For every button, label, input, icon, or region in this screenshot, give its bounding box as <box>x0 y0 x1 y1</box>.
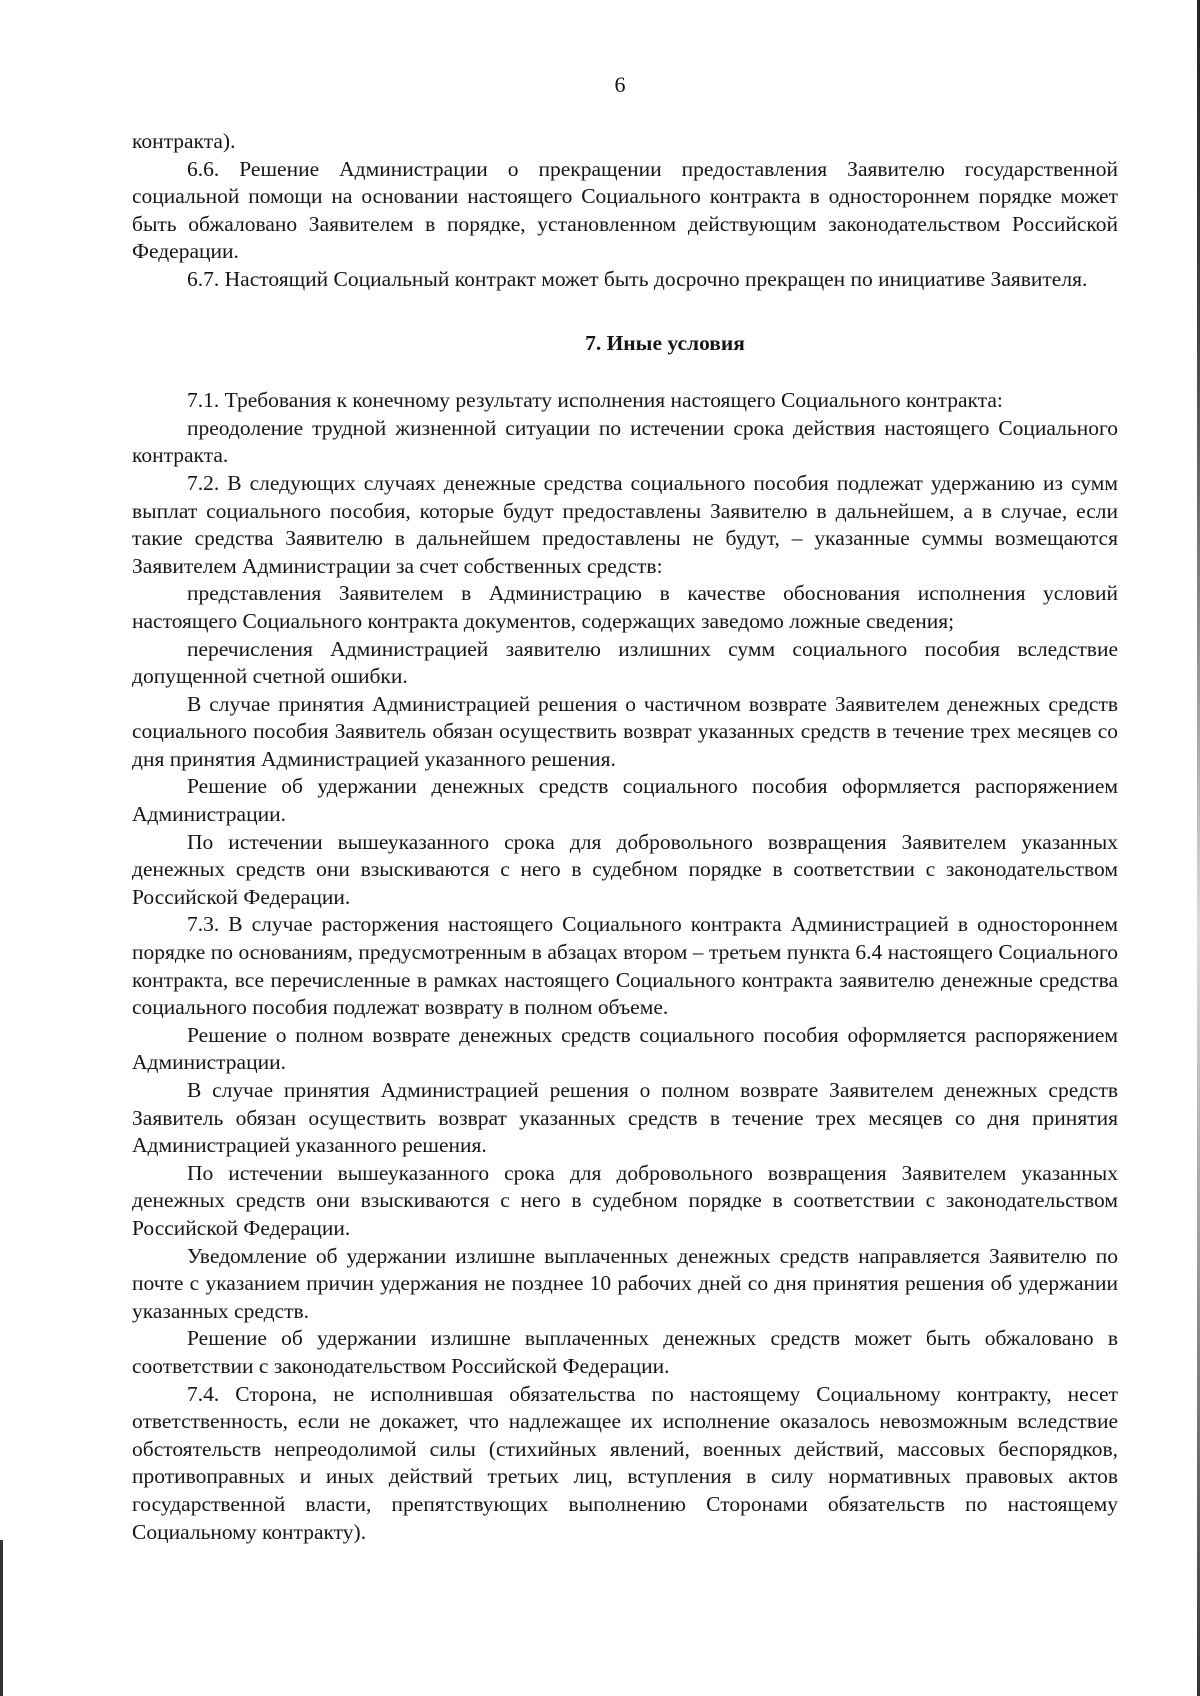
clause-6-7: 6.7. Настоящий Социальный контракт может быть досрочно прекращен по инициативе Заявителя. <box>187 266 1088 291</box>
clause-7-3-appeal: Решение об удержании излишне выплаченных денежных средств может быть обжаловано в соответствии с законодательством Российской Федерации. <box>132 1326 1118 1378</box>
clause-7-2-item-1: представления Заявителем в Администрацию в качестве обоснования исполнения условий настоящего Социального контракта документов, содержащих заведомо ложные сведения; <box>132 581 1118 633</box>
clause-7-3: 7.3. В случае расторжения настоящего Социального контракта Администрацией в одностороннем порядке по основаниям, предусмотренным в абзацах втором – третьем пункта 6.4 настоящего Социального контракта, все перечисленные в рамках настоящего Социального контракта заявителю денежные средства социального пособия подлежат возврату в полном объеме. <box>132 912 1118 1020</box>
paragraph-continuation: контракта). <box>132 129 236 153</box>
clause-7-1: 7.1. Требования к конечному результату исполнения настоящего Социального контракта: <box>187 388 1003 413</box>
clause-7-3-decision: Решение о полном возврате денежных средств социального пособия оформляется распоряжением Администрации. <box>132 1022 1118 1075</box>
clause-7-2-item-2: перечисления Администрацией заявителю излишних сумм социального пособия вследствие допущенной счетной ошибки. <box>132 636 1118 689</box>
clause-6-6: 6.6. Решение Администрации о прекращении предоставления Заявителю государственной социальной помощи на основании настоящего Социального контракта в одностороннем порядке может быть обжаловано Заявителем в порядке, установленном действующим законодательством Российской Федерации. <box>132 156 1118 264</box>
clause-7-2-decision: Решение об удержании денежных средств социального пособия оформляется распоряжением Администрации. <box>132 774 1118 827</box>
page-number: 6 <box>614 72 626 97</box>
clause-7-4: 7.4. Сторона, не исполнившая обязательства по настоящему Социальному контракту, несет ответственность, если не докажет, что надлежащее их исполнение оказалось невозможным вследствие обстоятельств непреодолимой силы (стихийных явлений, военных действий, массовых беспорядков, противоправных и иных действий третьих лиц, вступления в силу нормативных правовых актов государственной власти, препятствующих выполнению Сторонами обязательств по настоящему Социальному контракту). <box>132 1381 1118 1544</box>
scan-edge-left <box>0 1540 3 1696</box>
clause-7-1-text: преодоление трудной жизненной ситуации по истечении срока действия настоящего Социального контракта. <box>132 415 1118 468</box>
clause-7-3-full-return: В случае принятия Администрацией решения о полном возврате Заявителем денежных средств Заявитель обязан осуществить возврат указанных средств в течение трех месяцев со дня принятия Администрацией указанного решения. <box>132 1078 1118 1158</box>
document-body <box>132 128 1118 1546</box>
clause-7-2-partial-return: В случае принятия Администрацией решения о частичном возврате Заявителем денежных средств социального пособия Заявитель обязан осуществить возврат указанных средств в течение трех месяцев со дня принятия Администрацией указанного решения. <box>132 691 1118 771</box>
clause-7-2: 7.2. В следующих случаях денежные средства социального пособия подлежат удержанию из сумм выплат социального пособия, которые будут предоставлены Заявителю в дальнейшем, а в случае, если такие средства Заявителю в дальнейшем предоставлены не будут, – указанные суммы возмещаются Заявителем Администрации за счет собственных средств: <box>132 470 1118 578</box>
section-heading: 7. Иные условия <box>585 330 745 355</box>
clause-7-3-court: По истечении вышеуказанного срока для добровольного возвращения Заявителем указанных денежных средств они взыскиваются с него в судебном порядке в соответствии с законодательством Российской Федерации. <box>132 1160 1118 1240</box>
clause-7-3-notice: Уведомление об удержании излишне выплаченных денежных средств направляется Заявителю по почте с указанием причин удержания не позднее 10 рабочих дней со дня принятия решения об удержании указанных средств. <box>132 1243 1118 1323</box>
clause-7-2-court: По истечении вышеуказанного срока для добровольного возвращения Заявителем указанных денежных средств они взыскиваются с него в судебном порядке в соответствии с законодательством Российской Федерации. <box>132 829 1118 909</box>
